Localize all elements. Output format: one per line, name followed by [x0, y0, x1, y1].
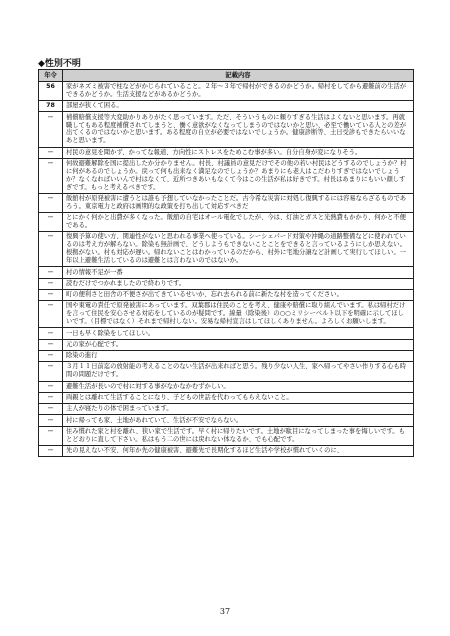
- table-row: [39, 445, 414, 456]
- row-comment: 補償賠償支援等大変助かりありがたく思っています。ただ、そういうものに頼りすぎる生活はよくないと思います。再就職してもある程度補償されてしまうと、働く意欲がなくなってしまうのではないかと思い、必至で働いている人との差が出てくるのではないかと思います。ある程度の自立が必要ではないでしょうか。健康診断等、土日受診もできたらいいなあと思います。: [63, 112, 414, 147]
- table-row: [39, 415, 414, 426]
- row-comment: 部屋が狭くて困る。: [63, 101, 414, 112]
- row-age: －: [39, 158, 63, 193]
- row-age: 56: [39, 81, 63, 100]
- header-content: 記載内容: [63, 70, 414, 82]
- table-row: [39, 193, 414, 212]
- table-row: [39, 426, 414, 445]
- row-comment: 元の家が心配です。: [63, 339, 414, 350]
- row-comment: 村民の意見を聞かず、かってな報道、方向性にストレスをためこむ事が多い。自分自身が変になりそう。: [63, 147, 414, 158]
- row-comment: 国や東電の責任で原発被害にあっています。双葉郡は住民のことを考え、健康や賠償に取り組んでいます。私は帰村だけを言って住民を安心させる対応をしているのが疑問です。線量（除染後）の○○ミリシーベルト以下を明確に示してほしいです。（目標ではなく）それまで帰村しない。安易な帰村宣言はしてほしくありません。よろしくお願いします。: [63, 301, 414, 328]
- row-age: －: [39, 213, 63, 232]
- row-age: －: [39, 232, 63, 267]
- table-body: [39, 81, 414, 456]
- row-comment: 何故避難解除を国に提出したか分かりません。村長、村議員の意見だけでその他の若い村民はどうするのでしょうか？村に何があるのでしょうか。戻って何も出来なく満足なのでしょうか？あまりにも老人はこだわりすぎではないでしょうか？なくなればいいんで村はなくて、近所つきあいもなくて今はこの生活が私は好きです。村長はあまりにもいい顔しすぎです。もっと考えるべきです。: [63, 158, 414, 193]
- row-age: －: [39, 147, 63, 158]
- table-row: [39, 278, 414, 289]
- row-comment: 村の情報不足が一番: [63, 267, 414, 278]
- row-comment: 村に帰っても家、土地があれていて、生活が不安でならない。: [63, 415, 414, 426]
- comments-table: [38, 69, 414, 457]
- row-comment: 町の便利さと田舎の不便さが出てきているせいか、忘れ去られる前に新たな村を造ってください。: [63, 289, 414, 300]
- table-row: [39, 404, 414, 415]
- row-age: 78: [39, 101, 63, 112]
- table-row: [39, 81, 414, 100]
- row-comment: 除染の進行: [63, 350, 414, 361]
- row-age: －: [39, 404, 63, 415]
- row-comment: 飯舘村が原発被害に遭うとは誰も予想していなかったことだ。古今希な災害に対処し復興するには容易ならざるものであろう。東京電力と政府は画期的な政策を打ち出して対応すべきだ: [63, 193, 414, 212]
- table-row: [39, 339, 414, 350]
- table-row: [39, 392, 414, 403]
- row-age: －: [39, 267, 63, 278]
- table-row: [39, 350, 414, 361]
- row-age: －: [39, 112, 63, 147]
- row-age: －: [39, 445, 63, 456]
- table-row: [39, 289, 414, 300]
- row-comment: とにかく何かと出費が多くなった。飯舘の自宅はオール電化でしたが、今は、灯油とガスと光熱費もかかり、何かと不便である。: [63, 213, 414, 232]
- row-age: －: [39, 415, 63, 426]
- row-comment: ３月１１日前迄の放射能の考えることのない生活が出来ればと思う。残り少ない人生、家へ帰ってやさい作りする心も時間の問題だけです。: [63, 362, 414, 381]
- row-comment: 両親とは離れて生活することになり、子どもの世話を代わってもらえないこと。: [63, 392, 414, 403]
- row-age: －: [39, 350, 63, 361]
- table-row: [39, 232, 414, 267]
- row-age: －: [39, 193, 63, 212]
- table-header-row: [39, 70, 414, 82]
- row-age: －: [39, 339, 63, 350]
- row-comment: 住み慣れた家と村を離れ、狭い家で生活です。早く村に帰りたいです。土地が駄目になってしまった事を悔しいです。もとどおりに直して下さい。私はもう二の世には戻れない体なるか、でも心配です。: [63, 426, 414, 445]
- row-age: －: [39, 278, 63, 289]
- table-row: [39, 213, 414, 232]
- table-row: [39, 267, 414, 278]
- row-comment: 一日も早く除染をしてほしい。: [63, 328, 414, 339]
- row-age: －: [39, 381, 63, 392]
- row-comment: 読むだけでつかれましたので終わりです。: [63, 278, 414, 289]
- row-age: －: [39, 289, 63, 300]
- table-row: [39, 328, 414, 339]
- table-row: [39, 158, 414, 193]
- table-row: [39, 362, 414, 381]
- row-age: －: [39, 392, 63, 403]
- row-comment: 避難生活が長いので村に対する事がなかなかむずかしい。: [63, 381, 414, 392]
- table-row: [39, 112, 414, 147]
- row-comment: 家がネズミ被害で柱などがかじられていること。２年～３年で帰村ができるのかどうか。帰村をしてから避難前の生活ができるかどうか。生活支援などがあるかどうか。: [63, 81, 414, 100]
- row-comment: 復興予算の使い方、関連性がないと思われる事業へ使っている。シーシェパード対策や沖縄の道路整備などに使われているのは考え方が解らない。除染も無計画で、どうしようもできないことことをできると言っているようにしか思えない。根拠がない。村も対応が遅い。帰れないことはわかっているのだから、村外に宅地分譲など計画して実行してほしい。一年以上避難生活しているのは避難とは言わないのではないか。: [63, 232, 414, 267]
- table-row: [39, 301, 414, 328]
- row-age: －: [39, 301, 63, 328]
- row-age: －: [39, 362, 63, 381]
- row-age: －: [39, 426, 63, 445]
- table-row: [39, 381, 414, 392]
- header-age: 年令: [39, 70, 63, 82]
- page-number: 37: [219, 607, 231, 616]
- section-title: ◆性別不明: [38, 59, 81, 69]
- row-age: －: [39, 328, 63, 339]
- table-row: [39, 101, 414, 112]
- row-comment: 先の見えない不安、何年か先の健康被害、避難先で長期化するほど生活や学校が慣れていくのに、: [63, 445, 414, 456]
- table-row: [39, 147, 414, 158]
- row-comment: 主人が寝たりの体で困まっています。: [63, 404, 414, 415]
